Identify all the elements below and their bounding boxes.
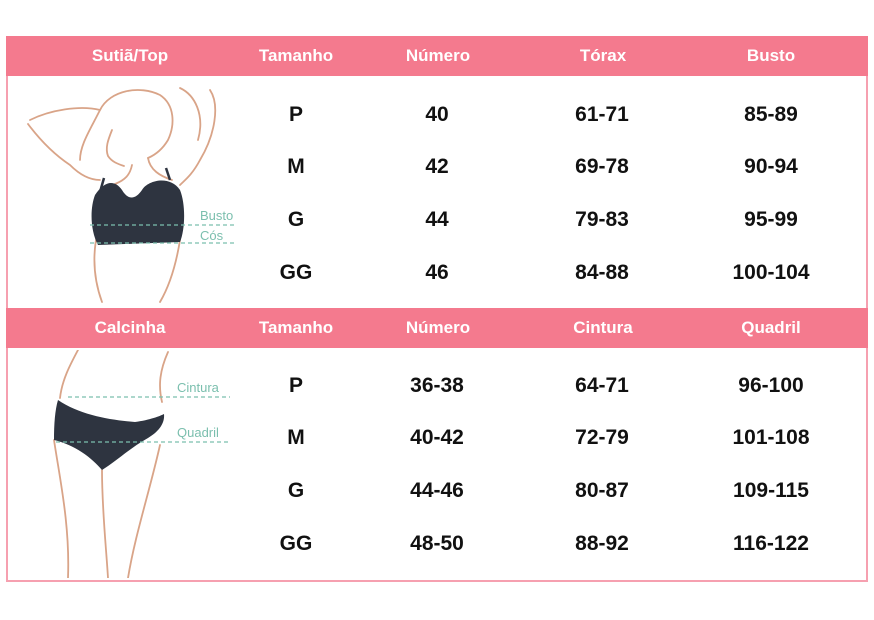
header-numero-2: Número [405,318,471,337]
header-numero: Número [405,46,471,65]
figure-label-busto: Busto [200,208,234,223]
bottom-row-2-tamanho: M [287,426,305,449]
header-busto: Busto [746,46,796,65]
bottom-row-4-quadril: 116-122 [733,532,809,555]
bottom-row-1-tamanho: P [288,374,304,397]
top-row-3-tamanho: G [287,208,305,231]
top-row-2-busto: 90-94 [744,155,798,178]
panty-figure-illustration [40,350,240,578]
header-quadril: Quadril [741,318,801,337]
bottom-row-3-cintura: 80-87 [575,479,629,502]
top-row-1-busto: 85-89 [744,103,798,126]
top-row-2-tamanho: M [287,155,305,178]
top-row-4-numero: 46 [425,261,449,284]
header-tamanho: Tamanho [258,46,334,65]
bra-figure-illustration [20,80,250,304]
bottom-row-2-numero: 40-42 [410,426,464,449]
top-row-3-busto: 95-99 [744,208,798,231]
top-row-2-torax: 69-78 [575,155,629,178]
bottom-row-1-quadril: 96-100 [738,374,804,397]
header-cintura: Cintura [573,318,633,337]
top-table-header [6,36,868,76]
top-row-3-torax: 79-83 [575,208,629,231]
top-row-4-busto: 100-104 [732,261,810,284]
bottom-row-4-numero: 48-50 [410,532,464,555]
top-row-1-tamanho: P [288,103,304,126]
bottom-row-4-cintura: 88-92 [575,532,629,555]
top-row-1-torax: 61-71 [575,103,629,126]
figure-label-cos: Cós [200,228,224,243]
top-row-4-tamanho: GG [279,261,313,284]
header-calcinha: Calcinha [94,318,166,337]
bottom-row-1-numero: 36-38 [410,374,464,397]
figure-label-cintura: Cintura [177,380,219,395]
top-row-2-numero: 42 [425,155,449,178]
bottom-row-3-numero: 44-46 [410,479,464,502]
bottom-row-2-quadril: 101-108 [732,426,810,449]
header-tamanho-2: Tamanho [258,318,334,337]
bottom-table-header [6,308,868,348]
bottom-row-4-tamanho: GG [279,532,313,555]
bottom-row-3-tamanho: G [287,479,305,502]
bottom-row-2-cintura: 72-79 [575,426,629,449]
header-torax: Tórax [579,46,627,65]
bottom-row-1-cintura: 64-71 [575,374,629,397]
bottom-row-3-quadril: 109-115 [733,479,809,502]
top-row-4-torax: 84-88 [575,261,629,284]
top-row-1-numero: 40 [425,103,449,126]
header-sutia-top: Sutiã/Top [91,46,169,65]
top-row-3-numero: 44 [425,208,449,231]
figure-label-quadril: Quadril [177,425,219,440]
